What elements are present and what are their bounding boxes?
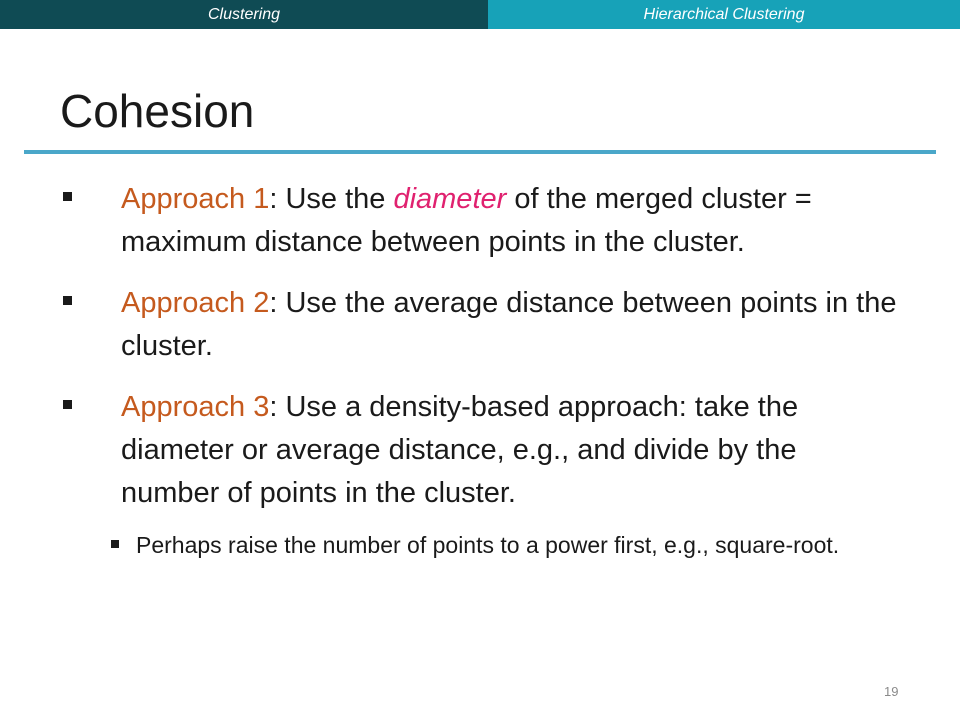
emphasis-term: diameter bbox=[393, 183, 507, 215]
square-bullet-icon bbox=[63, 296, 72, 305]
square-bullet-icon bbox=[111, 540, 119, 548]
sub-bullet-text: Perhaps raise the number of points to a power first, e.g., square-root. bbox=[136, 532, 840, 558]
square-bullet-icon bbox=[63, 192, 72, 201]
bullet-approach-2 bbox=[0, 282, 960, 368]
approach-label: Approach 1 bbox=[121, 183, 270, 215]
square-bullet-icon bbox=[63, 400, 72, 409]
bullet-text bbox=[121, 178, 901, 264]
bullet-approach-1 bbox=[0, 178, 960, 264]
approach-label: Approach 3 bbox=[121, 391, 270, 423]
page-number: 19 bbox=[884, 684, 899, 699]
bullet-text-part: : Use the average distance between points in the cluster. bbox=[121, 287, 897, 362]
title-divider bbox=[24, 150, 936, 154]
approach-label: Approach 2 bbox=[121, 287, 270, 319]
bullet-list bbox=[0, 178, 960, 579]
bullet-text bbox=[121, 386, 901, 515]
bullet-text-part: of the merged cluster = maximum distance between points in the cluster. bbox=[121, 183, 812, 258]
tab-hierarchical-clustering: Hierarchical Clustering bbox=[488, 0, 960, 29]
tab-clustering: Clustering bbox=[0, 0, 488, 29]
bullet-text-part: : Use a density-based approach: take the diameter or average distance, e.g., and divide by the number of points in the cluster. bbox=[121, 391, 799, 509]
sub-bullet-power bbox=[0, 529, 960, 561]
slide-title: Cohesion bbox=[60, 85, 255, 137]
bullet-text bbox=[121, 282, 901, 368]
bullet-approach-3 bbox=[0, 386, 960, 515]
bullet-text-part: : Use the bbox=[269, 183, 394, 215]
header-bar bbox=[0, 0, 960, 29]
